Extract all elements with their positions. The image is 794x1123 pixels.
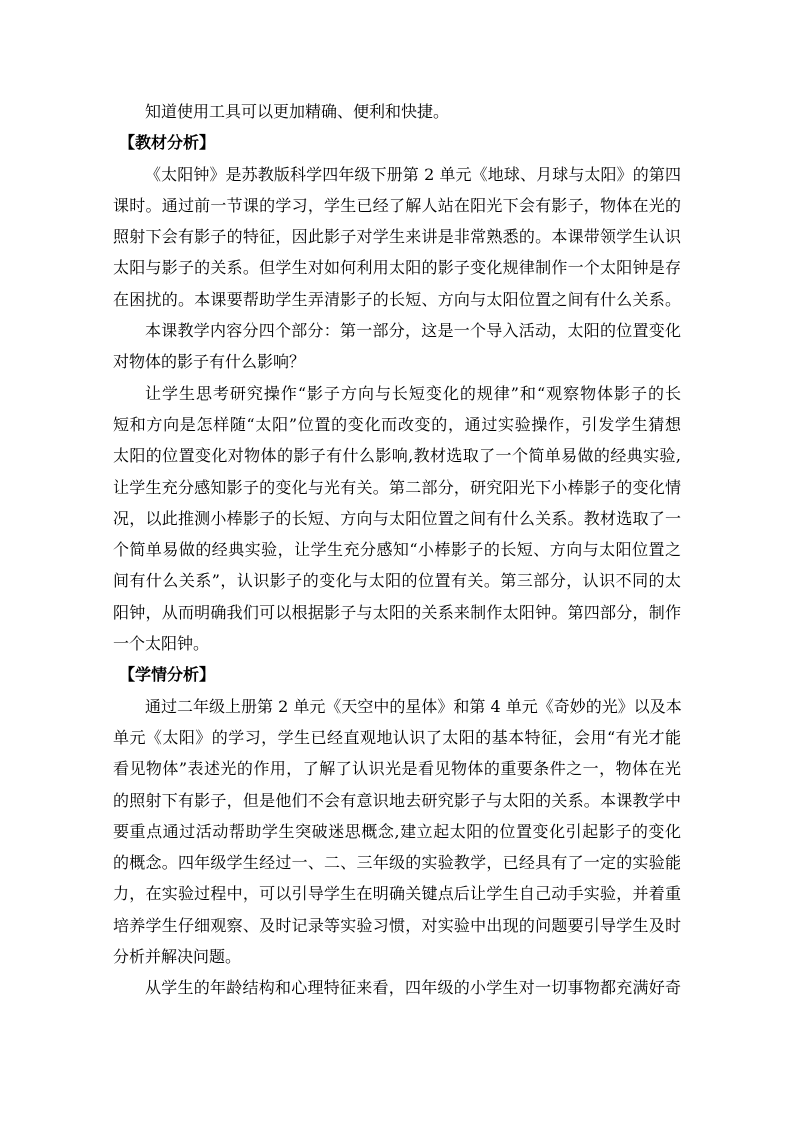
paragraph-line: 看见物体”表述光的作用，了解了认识光是看见物体的重要条件之一，物体在光 — [113, 759, 681, 779]
paragraph-line: 间有什么关系”，认识影子的变化与太阳的位置有关。第三部分，认识不同的太 — [113, 571, 681, 591]
section-heading-textbook-analysis: 【教材分析】 — [119, 133, 216, 153]
paragraph-line: 课时。通过前一节课的学习，学生已经了解人站在阳光下会有影子，物体在光的 — [113, 195, 681, 215]
paragraph-line: 分析并解决问题。 — [113, 947, 242, 967]
paragraph-textbook-intro — [113, 159, 681, 315]
document-body — [113, 96, 681, 1004]
paragraph-line: 短和方向是怎样随“太阳”位置的变化而改变的，通过实验操作，引发学生猜想 — [113, 414, 681, 434]
paragraph-line: 要重点通过活动帮助学生突破迷思概念,建立起太阳的位置变化引起影子的变化 — [113, 821, 681, 841]
paragraph-line: 让学生思考研究操作“影子方向与长短变化的规律”和“观察物体影子的长 — [145, 383, 681, 403]
paragraph-line: 在困扰的。本课要帮助学生弄清影子的长短、方向与太阳位置之间有什么关系。 — [113, 289, 681, 309]
paragraph-activities — [113, 378, 681, 660]
paragraph-line: 的概念。四年级学生经过一、二、三年级的实验教学，已经具有了一定的实验能 — [113, 853, 681, 873]
intro-line: 知道使用工具可以更加精确、便利和快捷。 — [145, 102, 450, 121]
paragraph-line: 个简单易做的经典实验，让学生充分感知“小棒影子的长短、方向与太阳位置之 — [113, 540, 681, 560]
paragraph-age-characteristics — [113, 972, 681, 1003]
paragraph-line: 对物体的影子有什么影响？ — [113, 352, 306, 372]
paragraph-student-background — [113, 691, 681, 973]
paragraph-line: 的照射下有影子，但是他们不会有意识地去研究影子与太阳的关系。本课教学中 — [113, 790, 681, 810]
paragraph-line: 照射下会有影子的特征，因此影子对学生来讲是非常熟悉的。本课带领学生认识 — [113, 227, 681, 247]
paragraph-line: 况，以此推测小棒影子的长短、方向与太阳位置之间有什么关系。教材选取了一 — [113, 508, 681, 528]
paragraph-line: 让学生充分感知影子的变化与光有关。第二部分，研究阳光下小棒影子的变化情 — [113, 477, 681, 497]
paragraph-line: 一个太阳钟。 — [113, 634, 210, 654]
paragraph-line: 《太阳钟》是苏教版科学四年级下册第 2 单元《地球、月球与太阳》的第四 — [145, 164, 681, 184]
section-heading-student-analysis: 【学情分析】 — [119, 665, 216, 685]
paragraph-teaching-content — [113, 315, 681, 378]
paragraph-line: 阳钟，从而明确我们可以根据影子与太阳的关系来制作太阳钟。第四部分，制作 — [113, 602, 681, 622]
paragraph-line: 本课教学内容分四个部分：第一部分，这是一个导入活动，太阳的位置变化 — [145, 321, 681, 341]
paragraph-line: 单元《太阳》的学习，学生已经直观地认识了太阳的基本特征，会用“有光才能 — [113, 727, 681, 747]
paragraph-line: 从学生的年龄结构和心理特征来看，四年级的小学生对一切事物都充满好奇 — [145, 978, 681, 998]
paragraph-line: 太阳与影子的关系。但学生对如何利用太阳的影子变化规律制作一个太阳钟是存 — [113, 258, 681, 278]
paragraph-line: 培养学生仔细观察、及时记录等实验习惯，对实验中出现的问题要引导学生及时 — [113, 915, 681, 935]
paragraph-line: 太阳的位置变化对物体的影子有什么影响,教材选取了一个简单易做的经典实验, — [113, 446, 681, 466]
paragraph-line: 力，在实验过程中，可以引导学生在明确关键点后让学生自己动手实验，并着重 — [113, 884, 681, 904]
paragraph-line: 通过二年级上册第 2 单元《天空中的星体》和第 4 单元《奇妙的光》以及本 — [145, 696, 682, 716]
